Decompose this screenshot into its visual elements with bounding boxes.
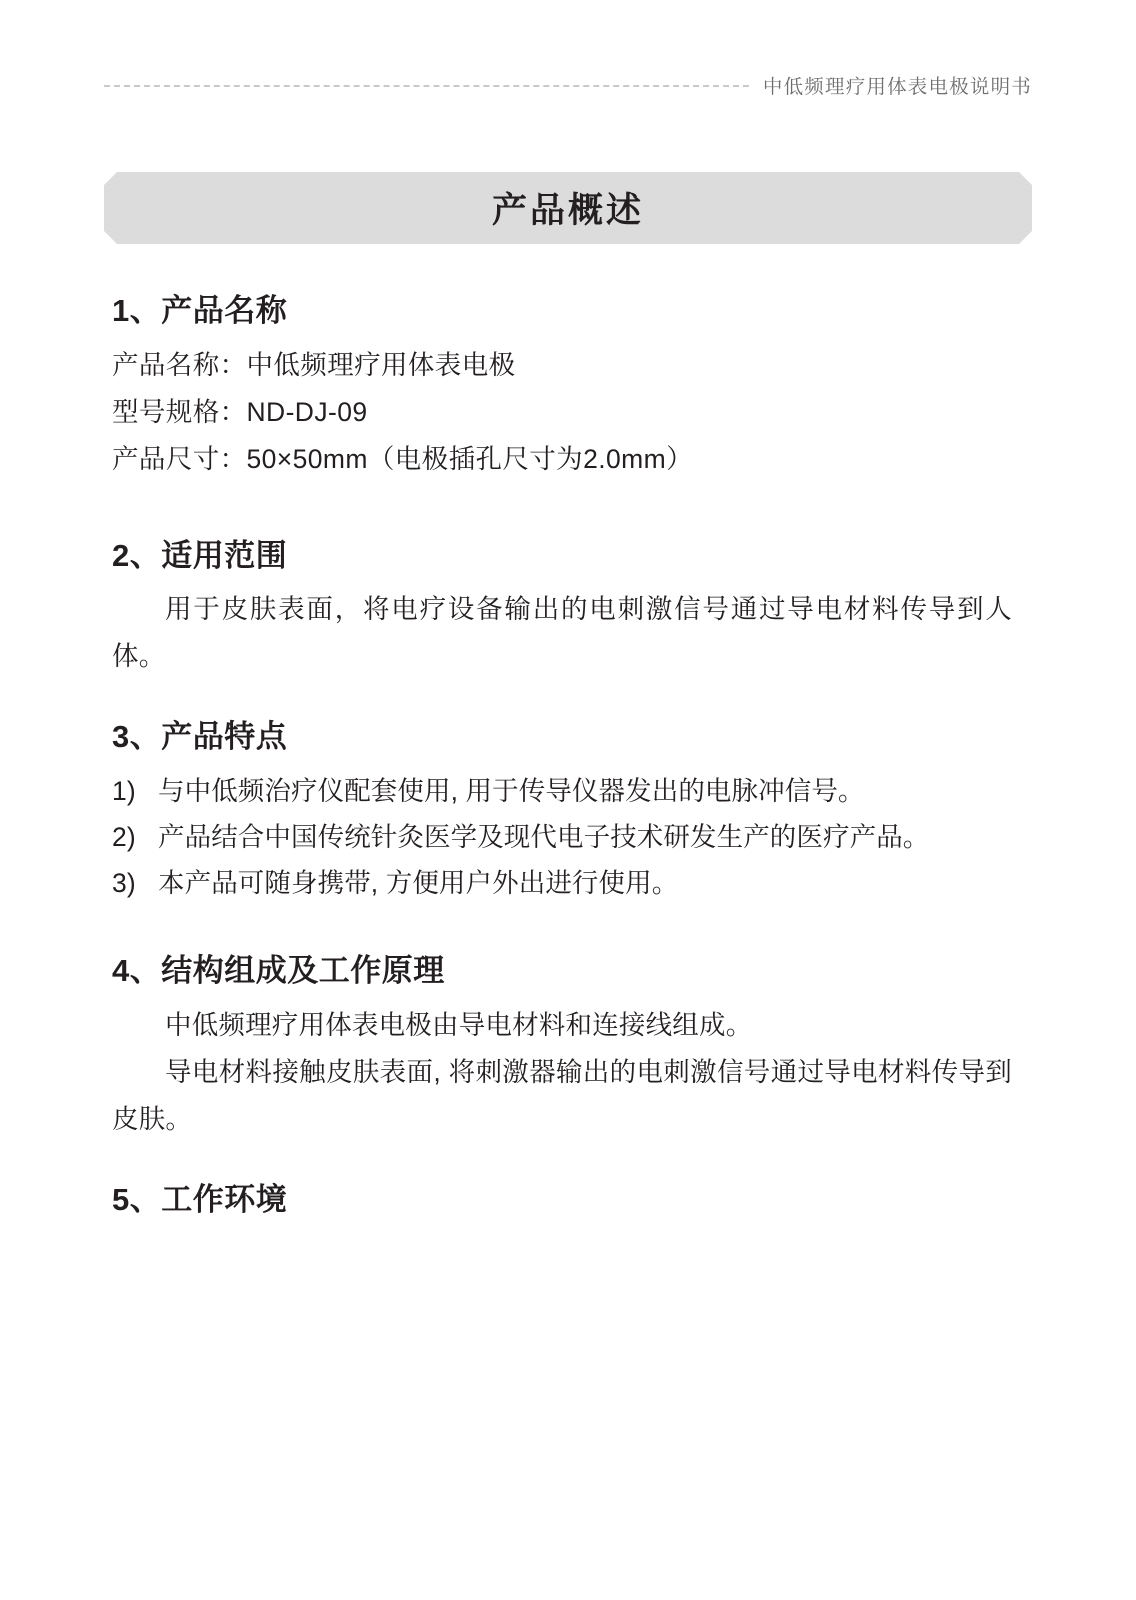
section-heading: 1、产品名称: [112, 293, 288, 328]
list-marker: 1): [112, 775, 136, 806]
list-marker: 2): [112, 822, 136, 853]
spacer: [112, 906, 1012, 950]
section-heading: 3、产品特点: [112, 719, 288, 755]
section-working-environment: [112, 1179, 1012, 1221]
spacer: [112, 758, 1012, 768]
structure-paragraph: 中低频理疗用体表电极由导电材料和连接线组成。: [165, 1010, 753, 1041]
section-heading: 5、工作环境: [112, 1181, 288, 1217]
section-structure-principle: [112, 950, 1012, 1143]
section-heading: 2、适用范围: [112, 537, 288, 573]
document-body: [112, 290, 1012, 1221]
list-marker: 3): [112, 868, 136, 899]
section-features: [112, 716, 1012, 906]
spacer: [112, 1143, 1012, 1179]
section-heading: 4、结构组成及工作原理: [112, 953, 445, 989]
product-size-line: 产品尺寸：50×50mm（电极插孔尺寸为2.0mm）: [112, 443, 693, 474]
section-product-name: [112, 290, 1012, 483]
features-list: [112, 768, 1012, 906]
list-item-text: 本产品可随身携带, 方便用户外出进行使用。: [158, 868, 679, 899]
list-item: [112, 768, 1012, 814]
product-name-line: 产品名称：中低频理疗用体表电极: [112, 349, 516, 380]
section-banner: [104, 172, 1032, 244]
scope-paragraph: 用于皮肤表面，将电疗设备输出的电刺激信号通过导电材料传导到人体。: [112, 594, 1012, 672]
list-item-text: 与中低频治疗仪配套使用, 用于传导仪器发出的电脉冲信号。: [158, 775, 865, 806]
principle-paragraph: 导电材料接触皮肤表面, 将刺激器输出的电刺激信号通过导电材料传导到皮肤。: [112, 1057, 1012, 1134]
spacer: [112, 680, 1012, 716]
running-header: [104, 68, 1032, 102]
spacer: [112, 992, 1012, 1002]
list-item: [112, 814, 1012, 860]
header-title: 中低频理疗用体表电极说明书: [762, 76, 1032, 98]
spacer: [112, 332, 1012, 342]
model-spec-line: 型号规格：ND-DJ-09: [112, 396, 368, 427]
banner-title: 产品概述: [491, 191, 644, 230]
section-scope: [112, 535, 1012, 681]
list-item: [112, 860, 1012, 906]
spacer: [112, 491, 1012, 535]
spacer: [112, 576, 1012, 586]
dashed-rule-icon: [104, 85, 749, 87]
list-item-text: 产品结合中国传统针灸医学及现代电子技术研发生产的医疗产品。: [158, 822, 930, 853]
